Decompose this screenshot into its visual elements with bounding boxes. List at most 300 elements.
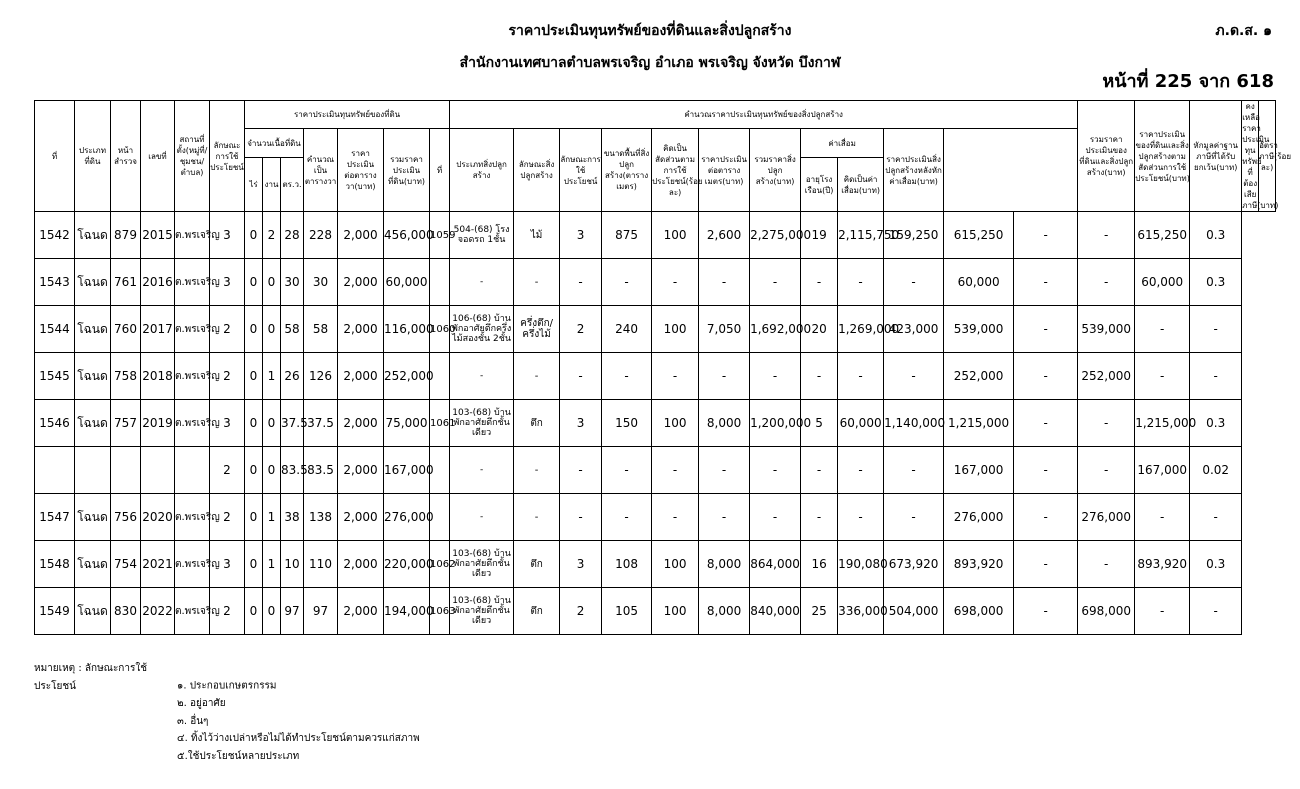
cell-building-area: 240 <box>602 306 652 353</box>
col-building-nature: ลักษณะสิ่งปลูกสร้าง <box>514 129 560 212</box>
cell-after-depreciation: - <box>884 494 944 541</box>
cell-sq-wa-calc: 126 <box>304 353 338 400</box>
cell-building-no <box>430 259 450 306</box>
cell-price-per-wa: 2,000 <box>338 353 384 400</box>
cell-tax-rate: - <box>1190 588 1242 635</box>
cell-depreciation: 2,115,750 <box>838 212 884 259</box>
col-price-per-wa: ราคาประเมินต่อตารางวา(บาท) <box>338 129 384 212</box>
cell-land-total: 252,000 <box>384 353 430 400</box>
cell-building-nature: - <box>514 494 560 541</box>
cell-exemption: 698,000 <box>1078 588 1135 635</box>
cell-ngan: 0 <box>263 447 281 494</box>
cell-grand-total: 698,000 <box>944 588 1014 635</box>
cell-building-type: 103-(68) บ้านพักอาศัยตึกชั้นเดียว <box>450 400 514 447</box>
cell-building-no: 1061 <box>430 400 450 447</box>
cell-building-use: - <box>560 494 602 541</box>
cell-building-use: 3 <box>560 541 602 588</box>
cell-location: ต.พรเจริญ <box>175 259 210 306</box>
cell-building-total: 1,200,000 <box>750 400 801 447</box>
cell-building-type: - <box>450 447 514 494</box>
group-land-area: จำนวนเนื้อที่ดิน <box>245 129 304 158</box>
cell-building-nature: ไม้ <box>514 212 560 259</box>
cell-location: ต.พรเจริญ <box>175 494 210 541</box>
table-row <box>35 447 1276 494</box>
cell-after-depreciation: - <box>884 353 944 400</box>
cell-building-type: - <box>450 353 514 400</box>
cell-exemption: 252,000 <box>1078 353 1135 400</box>
cell-rai: 0 <box>245 541 263 588</box>
cell-age: 5 <box>801 400 838 447</box>
cell-building-total: 864,000 <box>750 541 801 588</box>
cell-grand-total: 60,000 <box>944 259 1014 306</box>
cell-depreciation: 190,080 <box>838 541 884 588</box>
cell-deed-no: 2018 <box>141 353 175 400</box>
cell-rai: 0 <box>245 212 263 259</box>
note-item: ๑. ประกอบเกษตรกรรม <box>177 680 277 692</box>
cell-no: 1547 <box>35 494 75 541</box>
cell-building-area: 108 <box>602 541 652 588</box>
table-row <box>35 259 1276 306</box>
cell-age: 16 <box>801 541 838 588</box>
col-building-total: รวมราคาสิ่งปลูกสร้าง(บาท) <box>750 129 801 212</box>
cell-exemption: - <box>1078 400 1135 447</box>
cell-price-per-sqm: - <box>699 447 750 494</box>
cell-building-type: - <box>450 494 514 541</box>
cell-age: - <box>801 447 838 494</box>
cell-deed-no: 2016 <box>141 259 175 306</box>
cell-taxable: - <box>1135 353 1190 400</box>
table-row <box>35 212 1276 259</box>
cell-building-type: 504-(68) โรงจอดรถ 1ชั้น <box>450 212 514 259</box>
cell-land-type <box>75 447 111 494</box>
cell-building-area: 150 <box>602 400 652 447</box>
col-grand-total: รวมราคาประเมินของที่ดินและสิ่งปลูกสร้าง(บาท) <box>1078 101 1135 212</box>
cell-after-depreciation: 1,140,000 <box>884 400 944 447</box>
cell-land-total: 75,000 <box>384 400 430 447</box>
group-depreciation: ค่าเสื่อม <box>801 129 884 158</box>
cell-building-percent: - <box>652 353 699 400</box>
cell-ngan: 0 <box>263 400 281 447</box>
table-row <box>35 541 1276 588</box>
cell-age: - <box>801 353 838 400</box>
cell-depreciation: - <box>838 259 884 306</box>
cell-after-depreciation: 504,000 <box>884 588 944 635</box>
col-no: ที่ <box>35 101 75 212</box>
col-building-no: ที่ <box>430 129 450 212</box>
cell-building-type: - <box>450 259 514 306</box>
cell-building-type: 106-(68) บ้านพักอาศัยตึกครึ่งไม้สองชั้น 2ชั้น <box>450 306 514 353</box>
cell-price-per-sqm: 8,000 <box>699 400 750 447</box>
cell-deed-no: 2015 <box>141 212 175 259</box>
col-tax-rate: อัตราภาษี(ร้อยละ) <box>1259 101 1276 212</box>
cell-grand-total: 1,215,000 <box>944 400 1014 447</box>
cell-price-per-wa: 2,000 <box>338 588 384 635</box>
cell-grand-total: 276,000 <box>944 494 1014 541</box>
form-code: ภ.ด.ส. ๑ <box>1215 23 1272 39</box>
col-price-per-sqm: ราคาประเมินต่อตารางเมตร(บาท) <box>699 129 750 212</box>
cell-sq-wa-calc: 58 <box>304 306 338 353</box>
cell-rai: 0 <box>245 353 263 400</box>
cell-survey-page: 756 <box>111 494 141 541</box>
cell-exemption: 539,000 <box>1078 306 1135 353</box>
cell-land-total: 116,000 <box>384 306 430 353</box>
cell-after-depreciation: 673,920 <box>884 541 944 588</box>
cell-use-type: 3 <box>210 400 245 447</box>
cell-proportional-value: - <box>1014 541 1078 588</box>
cell-building-nature: - <box>514 259 560 306</box>
cell-price-per-sqm: 2,600 <box>699 212 750 259</box>
col-land-total: รวมราคาประเมินที่ดิน(บาท) <box>384 129 430 212</box>
col-land-type: ประเภทที่ดิน <box>75 101 111 212</box>
cell-building-no: 1060 <box>430 306 450 353</box>
col-age: อายุโรงเรือน(ปี) <box>801 158 838 212</box>
cell-ngan: 1 <box>263 494 281 541</box>
cell-building-use: 3 <box>560 212 602 259</box>
cell-land-total: 194,000 <box>384 588 430 635</box>
cell-building-nature: ตึก <box>514 588 560 635</box>
cell-survey-page <box>111 447 141 494</box>
cell-proportional-value: - <box>1014 212 1078 259</box>
cell-sq-wa-calc: 110 <box>304 541 338 588</box>
cell-proportional-value: - <box>1014 353 1078 400</box>
cell-no: 1543 <box>35 259 75 306</box>
cell-after-depreciation: 159,250 <box>884 212 944 259</box>
cell-deed-no: 2020 <box>141 494 175 541</box>
cell-sq-wa-calc: 30 <box>304 259 338 306</box>
cell-deed-no: 2022 <box>141 588 175 635</box>
col-building-percent: คิดเป็นสัดส่วนตามการใช้ประโยชน์(ร้อยละ) <box>652 129 699 212</box>
cell-ngan: 0 <box>263 259 281 306</box>
cell-land-type: โฉนด <box>75 259 111 306</box>
cell-building-percent: 100 <box>652 588 699 635</box>
col-depreciation-amount: คิดเป็นค่าเสื่อม(บาท) <box>838 158 884 212</box>
col-building-type: ประเภทสิ่งปลูกสร้าง <box>450 129 514 212</box>
cell-tax-rate: - <box>1190 306 1242 353</box>
cell-no: 1545 <box>35 353 75 400</box>
cell-building-percent: - <box>652 447 699 494</box>
cell-building-total: 840,000 <box>750 588 801 635</box>
cell-building-use: 2 <box>560 306 602 353</box>
cell-building-total: - <box>750 494 801 541</box>
cell-grand-total: 893,920 <box>944 541 1014 588</box>
cell-deed-no: 2017 <box>141 306 175 353</box>
cell-sq-wa: 38 <box>281 494 304 541</box>
cell-survey-page: 761 <box>111 259 141 306</box>
cell-ngan: 1 <box>263 541 281 588</box>
cell-survey-page: 757 <box>111 400 141 447</box>
cell-use-type: 3 <box>210 212 245 259</box>
cell-no: 1548 <box>35 541 75 588</box>
cell-sq-wa-calc: 83.5 <box>304 447 338 494</box>
cell-depreciation: 1,269,000 <box>838 306 884 353</box>
cell-land-type: โฉนด <box>75 353 111 400</box>
cell-taxable: 1,215,000 <box>1135 400 1190 447</box>
cell-use-type: 3 <box>210 259 245 306</box>
cell-building-type: 103-(68) บ้านพักอาศัยตึกชั้นเดียว <box>450 541 514 588</box>
cell-location: ต.พรเจริญ <box>175 541 210 588</box>
col-building-area: ขนาดพื้นที่สิ่งปลูกสร้าง(ตารางเมตร) <box>602 129 652 212</box>
cell-sq-wa: 58 <box>281 306 304 353</box>
page-info: หน้าที่ 225 จาก 618 <box>1102 71 1274 92</box>
cell-price-per-wa: 2,000 <box>338 447 384 494</box>
cell-tax-rate: 0.3 <box>1190 541 1242 588</box>
cell-price-per-sqm: 7,050 <box>699 306 750 353</box>
col-taxable: คงเหลือราคาประเมินทุนทรัพย์ที่ต้องเสียภาษี(บาท) <box>1242 102 1279 210</box>
cell-sq-wa: 30 <box>281 259 304 306</box>
cell-building-percent: 100 <box>652 306 699 353</box>
cell-grand-total: 539,000 <box>944 306 1014 353</box>
cell-depreciation: 336,000 <box>838 588 884 635</box>
cell-building-percent: 100 <box>652 541 699 588</box>
cell-sq-wa: 28 <box>281 212 304 259</box>
cell-building-use: 2 <box>560 588 602 635</box>
cell-after-depreciation: 423,000 <box>884 306 944 353</box>
cell-ngan: 1 <box>263 353 281 400</box>
cell-price-per-sqm: 8,000 <box>699 541 750 588</box>
cell-proportional-value: - <box>1014 494 1078 541</box>
col-exemption: หักมูลค่าฐานภาษีที่ได้รับยกเว้น(บาท) <box>1190 101 1242 212</box>
cell-exemption: - <box>1078 212 1135 259</box>
notes-label: หมายเหตุ : ลักษณะการใช้ประโยชน์ <box>34 663 148 692</box>
cell-ngan: 0 <box>263 588 281 635</box>
cell-age: - <box>801 259 838 306</box>
cell-building-total: 2,275,000 <box>750 212 801 259</box>
cell-building-nature: ตึก <box>514 541 560 588</box>
cell-taxable: 893,920 <box>1135 541 1190 588</box>
cell-building-nature: - <box>514 353 560 400</box>
cell-building-area: - <box>602 494 652 541</box>
document-title: ราคาประเมินทุนทรัพย์ของที่ดินและสิ่งปลูกสร้าง <box>508 23 792 39</box>
cell-building-use: - <box>560 447 602 494</box>
cell-taxable: - <box>1135 306 1190 353</box>
cell-tax-rate: 0.3 <box>1190 212 1242 259</box>
cell-price-per-wa: 2,000 <box>338 400 384 447</box>
cell-after-depreciation: - <box>884 447 944 494</box>
cell-price-per-wa: 2,000 <box>338 306 384 353</box>
cell-ngan: 2 <box>263 212 281 259</box>
cell-depreciation: - <box>838 353 884 400</box>
cell-building-area: 105 <box>602 588 652 635</box>
cell-price-per-wa: 2,000 <box>338 541 384 588</box>
cell-building-nature: ตึก <box>514 400 560 447</box>
cell-building-area: 875 <box>602 212 652 259</box>
cell-no: 1544 <box>35 306 75 353</box>
cell-age: 25 <box>801 588 838 635</box>
cell-age: 19 <box>801 212 838 259</box>
cell-building-total: - <box>750 353 801 400</box>
note-item: ๕.ใช้ประโยชน์หลายประเภท <box>177 750 300 762</box>
cell-deed-no: 2019 <box>141 400 175 447</box>
cell-rai: 0 <box>245 400 263 447</box>
cell-age: - <box>801 494 838 541</box>
col-location: สถานที่ตั้ง(หมู่ที่/ชุมชน/ตำบล) <box>175 101 210 212</box>
col-rai: ไร่ <box>245 158 263 212</box>
col-deed-no: เลขที่ <box>141 101 175 212</box>
cell-building-nature: ครึ่งตึก/ครึ่งไม้ <box>514 306 560 353</box>
cell-no: 1546 <box>35 400 75 447</box>
table-row <box>35 588 1276 635</box>
cell-age: 20 <box>801 306 838 353</box>
cell-price-per-sqm: 8,000 <box>699 588 750 635</box>
cell-exemption: - <box>1078 447 1135 494</box>
cell-land-type: โฉนด <box>75 494 111 541</box>
table-row <box>35 306 1276 353</box>
table-row <box>35 400 1276 447</box>
cell-survey-page: 830 <box>111 588 141 635</box>
cell-building-no: 1063 <box>430 588 450 635</box>
cell-rai: 0 <box>245 494 263 541</box>
cell-price-per-sqm: - <box>699 353 750 400</box>
col-survey-page: หน้าสำรวจ <box>111 101 141 212</box>
cell-price-per-sqm: - <box>699 259 750 306</box>
col-sq-wa-calc: คำนวณเป็นตารางวา <box>304 129 338 212</box>
cell-building-type: 103-(68) บ้านพักอาศัยตึกชั้นเดียว <box>450 588 514 635</box>
cell-use-type: 3 <box>210 541 245 588</box>
cell-use-type: 2 <box>210 306 245 353</box>
cell-proportional-value: - <box>1014 400 1078 447</box>
cell-survey-page: 760 <box>111 306 141 353</box>
cell-rai: 0 <box>245 259 263 306</box>
cell-grand-total: 167,000 <box>944 447 1014 494</box>
table-row <box>35 353 1276 400</box>
cell-survey-page: 758 <box>111 353 141 400</box>
cell-building-total: 1,692,000 <box>750 306 801 353</box>
cell-price-per-wa: 2,000 <box>338 494 384 541</box>
notes <box>34 660 420 765</box>
cell-land-total: 276,000 <box>384 494 430 541</box>
cell-taxable: - <box>1135 494 1190 541</box>
cell-rai: 0 <box>245 306 263 353</box>
cell-exemption: - <box>1078 541 1135 588</box>
cell-sq-wa: 26 <box>281 353 304 400</box>
cell-location: ต.พรเจริญ <box>175 306 210 353</box>
cell-land-total: 60,000 <box>384 259 430 306</box>
cell-rai: 0 <box>245 588 263 635</box>
cell-proportional-value: - <box>1014 306 1078 353</box>
cell-building-use: - <box>560 259 602 306</box>
cell-use-type: 2 <box>210 353 245 400</box>
table-body <box>35 212 1276 635</box>
cell-building-area: - <box>602 447 652 494</box>
cell-exemption: 276,000 <box>1078 494 1135 541</box>
note-item: ๒. อยู่อาศัย <box>177 698 226 709</box>
cell-building-area: - <box>602 259 652 306</box>
cell-tax-rate: 0.3 <box>1190 259 1242 306</box>
cell-depreciation: - <box>838 447 884 494</box>
cell-building-percent: - <box>652 494 699 541</box>
col-sq-wa: ตร.ว. <box>281 158 304 212</box>
cell-sq-wa: 10 <box>281 541 304 588</box>
cell-use-type: 2 <box>210 588 245 635</box>
cell-use-type: 2 <box>210 447 245 494</box>
cell-sq-wa-calc: 228 <box>304 212 338 259</box>
cell-taxable: - <box>1135 588 1190 635</box>
cell-land-total: 167,000 <box>384 447 430 494</box>
cell-tax-rate: 0.02 <box>1190 447 1242 494</box>
cell-taxable: 60,000 <box>1135 259 1190 306</box>
table-header <box>35 101 1292 212</box>
cell-after-depreciation: - <box>884 259 944 306</box>
cell-land-type: โฉนด <box>75 306 111 353</box>
cell-grand-total: 252,000 <box>944 353 1014 400</box>
cell-location: ต.พรเจริญ <box>175 588 210 635</box>
cell-building-use: - <box>560 353 602 400</box>
note-item: ๓. อื่นๆ <box>177 715 209 727</box>
cell-building-use: 3 <box>560 400 602 447</box>
col-after-depreciation: ราคาประเมินสิ่งปลูกสร้างหลังหักค่าเสื่อม(บาท) <box>884 129 944 212</box>
cell-deed-no <box>141 447 175 494</box>
cell-building-nature: - <box>514 447 560 494</box>
cell-no: 1542 <box>35 212 75 259</box>
col-use-type: ลักษณะการใช้ประโยชน์ <box>210 101 245 212</box>
cell-proportional-value: - <box>1014 588 1078 635</box>
group-building-valuation: คำนวณราคาประเมินทุนทรัพย์ของสิ่งปลูกสร้าง <box>450 101 1078 129</box>
cell-price-per-wa: 2,000 <box>338 212 384 259</box>
col-building-use: ลักษณะการใช้ประโยชน์ <box>560 129 602 212</box>
cell-land-type: โฉนด <box>75 212 111 259</box>
cell-tax-rate: - <box>1190 494 1242 541</box>
cell-building-percent: - <box>652 259 699 306</box>
cell-building-no: 1059 <box>430 212 450 259</box>
cell-land-type: โฉนด <box>75 588 111 635</box>
cell-taxable: 167,000 <box>1135 447 1190 494</box>
cell-land-type: โฉนด <box>75 541 111 588</box>
cell-taxable: 615,250 <box>1135 212 1190 259</box>
cell-building-percent: 100 <box>652 400 699 447</box>
cell-building-no: 1062 <box>430 541 450 588</box>
cell-survey-page: 754 <box>111 541 141 588</box>
cell-tax-rate: - <box>1190 353 1242 400</box>
cell-building-total: - <box>750 259 801 306</box>
cell-location <box>175 447 210 494</box>
cell-grand-total: 615,250 <box>944 212 1014 259</box>
cell-sq-wa: 97 <box>281 588 304 635</box>
group-land-valuation: ราคาประเมินทุนทรัพย์ของที่ดิน <box>245 101 450 129</box>
cell-location: ต.พรเจริญ <box>175 212 210 259</box>
cell-building-percent: 100 <box>652 212 699 259</box>
cell-depreciation: 60,000 <box>838 400 884 447</box>
cell-sq-wa-calc: 138 <box>304 494 338 541</box>
cell-building-area: - <box>602 353 652 400</box>
cell-land-type: โฉนด <box>75 400 111 447</box>
cell-rai: 0 <box>245 447 263 494</box>
col-ngan: งาน <box>263 158 281 212</box>
cell-deed-no: 2021 <box>141 541 175 588</box>
cell-use-type: 2 <box>210 494 245 541</box>
cell-survey-page: 879 <box>111 212 141 259</box>
cell-tax-rate: 0.3 <box>1190 400 1242 447</box>
cell-building-total: - <box>750 447 801 494</box>
cell-no <box>35 447 75 494</box>
cell-location: ต.พรเจริญ <box>175 353 210 400</box>
cell-sq-wa-calc: 97 <box>304 588 338 635</box>
assessment-table <box>34 100 1292 635</box>
cell-location: ต.พรเจริญ <box>175 400 210 447</box>
cell-land-total: 220,000 <box>384 541 430 588</box>
cell-proportional-value: - <box>1014 259 1078 306</box>
cell-sq-wa-calc: 37.5 <box>304 400 338 447</box>
cell-land-total: 456,000 <box>384 212 430 259</box>
note-item: ๔. ทิ้งไว้ว่างเปล่าหรือไม่ได้ทำประโยชน์ตามควรแก่สภาพ <box>177 733 420 744</box>
cell-sq-wa: 37.5 <box>281 400 304 447</box>
table-row <box>35 494 1276 541</box>
cell-price-per-sqm: - <box>699 494 750 541</box>
cell-price-per-wa: 2,000 <box>338 259 384 306</box>
cell-depreciation: - <box>838 494 884 541</box>
cell-sq-wa: 83.5 <box>281 447 304 494</box>
cell-no: 1549 <box>35 588 75 635</box>
cell-exemption: - <box>1078 259 1135 306</box>
